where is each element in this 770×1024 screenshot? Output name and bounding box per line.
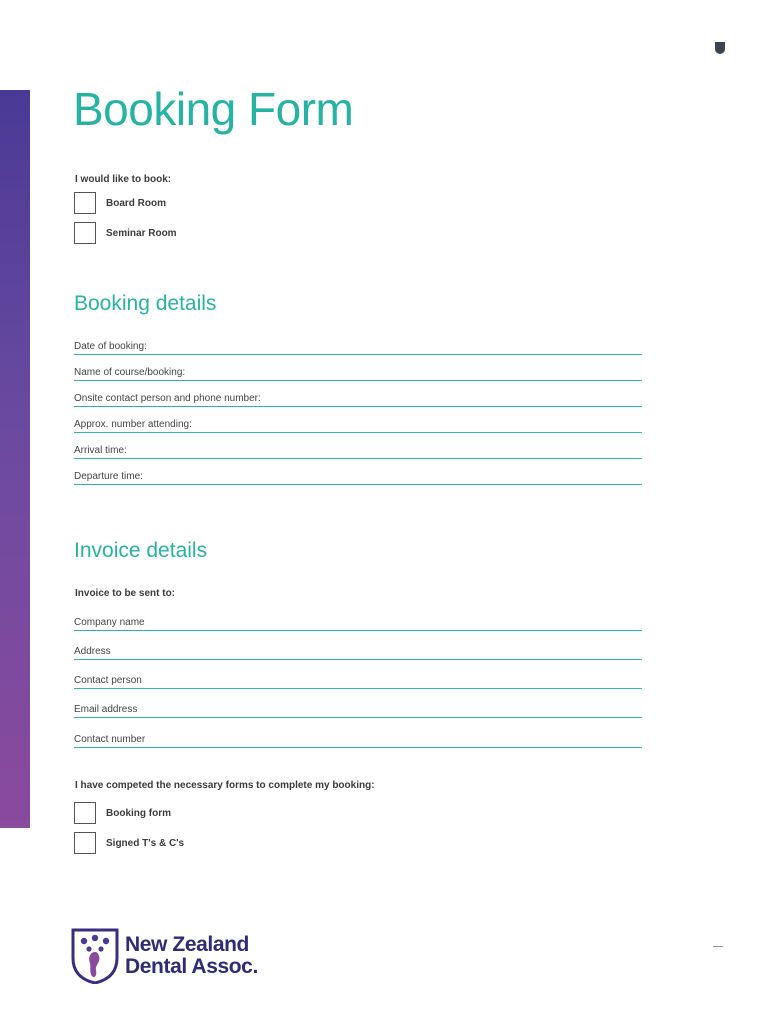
arrival-time-input[interactable]: [138, 441, 642, 457]
departure-time-label: Departure time:: [74, 471, 143, 482]
invoice-details-heading: Invoice details: [74, 539, 208, 562]
board-room-checkbox[interactable]: [74, 192, 96, 214]
onsite-contact-label: Onsite contact person and phone number:: [74, 393, 261, 404]
number-attending-label: Approx. number attending:: [74, 419, 192, 430]
course-name-label: Name of course/booking:: [74, 367, 186, 378]
email-address-label: Email address: [74, 704, 138, 715]
page-title: Booking Form: [73, 83, 354, 135]
contact-person-input[interactable]: [148, 671, 642, 687]
forms-prompt: I have competed the necessary forms to complete my booking:: [75, 780, 375, 791]
room-option-seminar-room[interactable]: [74, 221, 177, 245]
booking-form-label: Booking form: [106, 807, 171, 819]
onsite-contact-field[interactable]: [74, 389, 642, 407]
address-input[interactable]: [118, 642, 642, 658]
seminar-room-checkbox[interactable]: [74, 222, 96, 244]
contact-number-field[interactable]: [74, 730, 642, 748]
booking-details-heading: Booking details: [74, 292, 217, 315]
contact-person-field[interactable]: [74, 671, 642, 689]
shield-icon: [715, 42, 725, 54]
seminar-room-label: Seminar Room: [106, 227, 177, 239]
arrival-time-label: Arrival time:: [74, 445, 127, 456]
address-label: Address: [74, 646, 111, 657]
signed-tcs-label: Signed T's & C's: [106, 837, 185, 849]
form-option-booking-form[interactable]: [74, 801, 171, 825]
logo-text-line1: New Zealand: [125, 933, 249, 956]
arrival-time-field[interactable]: [74, 441, 642, 459]
company-name-input[interactable]: [148, 613, 642, 629]
number-attending-field[interactable]: [74, 415, 642, 433]
company-name-label: Company name: [74, 617, 145, 628]
room-option-board-room[interactable]: [74, 191, 166, 215]
booking-form-checkbox[interactable]: [74, 802, 96, 824]
form-option-signed-tcs[interactable]: [74, 831, 184, 855]
shield-crest-icon: [71, 928, 119, 984]
departure-time-input[interactable]: [148, 467, 642, 483]
signed-tcs-checkbox[interactable]: [74, 832, 96, 854]
nzda-logo: [71, 928, 258, 984]
date-of-booking-label: Date of booking:: [74, 341, 147, 352]
invoice-prompt: Invoice to be sent to:: [75, 588, 176, 599]
date-of-booking-field[interactable]: [74, 337, 642, 355]
course-name-input[interactable]: [198, 363, 642, 379]
footer-dash: [713, 946, 723, 947]
onsite-contact-input[interactable]: [268, 389, 642, 405]
decorative-side-bar: [0, 90, 30, 828]
email-address-input[interactable]: [143, 700, 642, 716]
date-of-booking-input[interactable]: [168, 337, 642, 353]
address-field[interactable]: [74, 642, 642, 660]
number-attending-input[interactable]: [198, 415, 642, 431]
logo-text-line2: Dental Assoc.: [125, 955, 258, 978]
contact-number-label: Contact number: [74, 734, 146, 745]
company-name-field[interactable]: [74, 613, 642, 631]
departure-time-field[interactable]: [74, 467, 642, 485]
contact-number-input[interactable]: [148, 730, 642, 746]
email-address-field[interactable]: [74, 700, 642, 718]
course-name-field[interactable]: [74, 363, 642, 381]
book-prompt: I would like to book:: [75, 174, 172, 185]
contact-person-label: Contact person: [74, 675, 142, 686]
board-room-label: Board Room: [106, 197, 166, 209]
